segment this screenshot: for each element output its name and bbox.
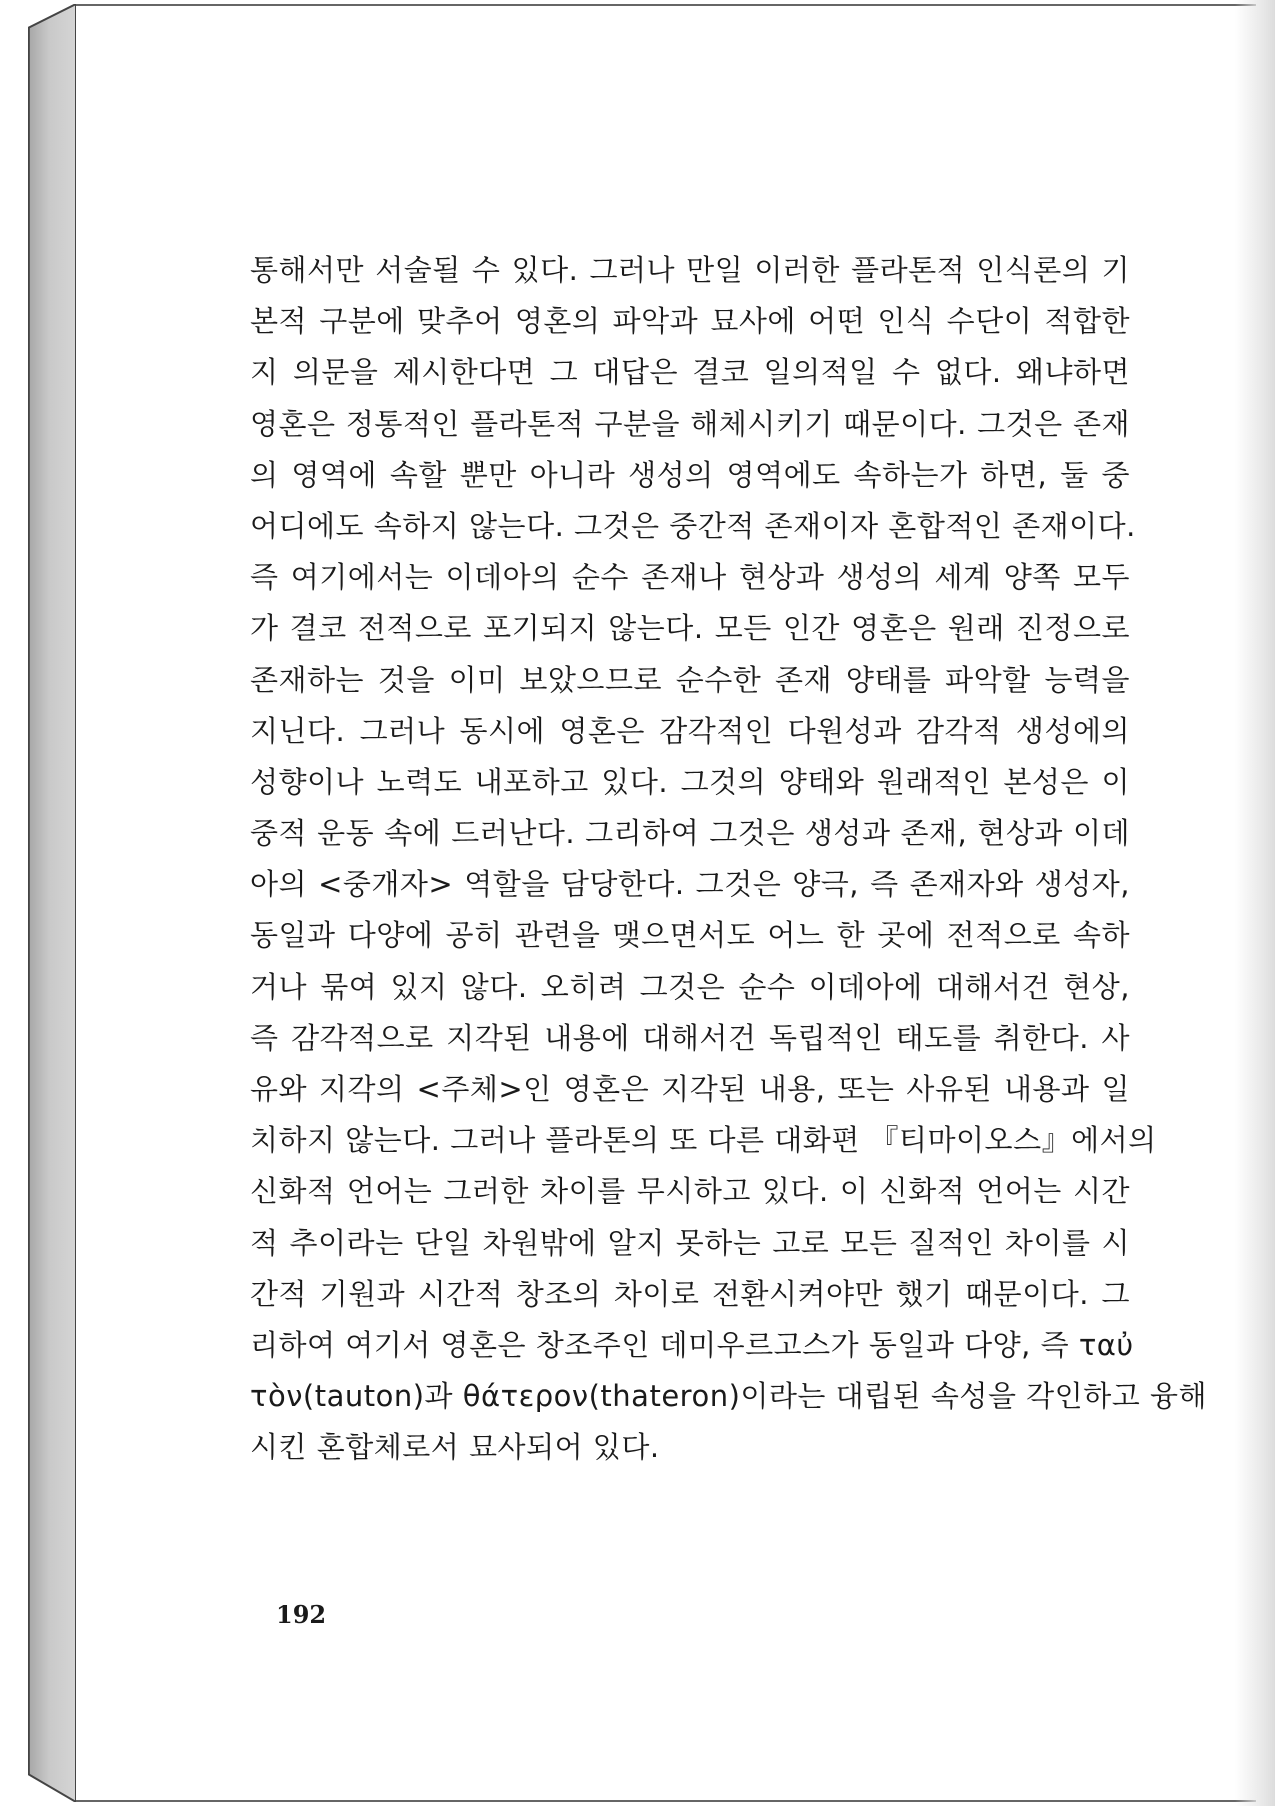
text-line: 리하여 여기서 영혼은 창조주인 데미우르고스가 동일과 다양, 즉 ταὐ [250, 1327, 1134, 1362]
book-spine-edge [28, 4, 78, 1802]
text-line: 어디에도 속하지 않는다. 그것은 중간적 존재이자 혼합적인 존재이다. [250, 508, 1136, 543]
text-line: 간적 기원과 시간적 창조의 차이로 전환시켜야만 했기 때문이다. 그 [250, 1276, 1130, 1311]
page-number: 192 [276, 1600, 327, 1629]
text-line: 신화적 언어는 그러한 차이를 무시하고 있다. 이 신화적 언어는 시간 [250, 1174, 1130, 1209]
text-line: 지닌다. 그러나 동시에 영혼은 감각적인 다원성과 감각적 생성에의 [250, 713, 1130, 748]
text-line: 성향이나 노력도 내포하고 있다. 그것의 양태와 원래적인 본성은 이 [250, 764, 1130, 799]
text-line: 적 추이라는 단일 차원밖에 알지 못하는 고로 모든 질적인 차이를 시 [250, 1225, 1130, 1260]
text-line: 지 의문을 제시한다면 그 대답은 결코 일의적일 수 없다. 왜냐하면 [250, 355, 1130, 390]
text-line: 통해서만 서술될 수 있다. 그러나 만일 이러한 플라톤적 인식론의 기 [250, 253, 1130, 287]
text-line: 존재하는 것을 이미 보았으므로 순수한 존재 양태를 파악할 능력을 [250, 662, 1130, 697]
text-line: τὸν(tauton)과 θάτερον(thateron)이라는 대립된 속성을 각인하고 융해 [250, 1379, 1207, 1414]
text-line: 거나 묶여 있지 않다. 오히려 그것은 순수 이데아에 대해서건 현상, [250, 969, 1130, 1004]
body-text [250, 245, 1207, 1474]
text-line: 중적 운동 속에 드러난다. 그리하여 그것은 생성과 존재, 현상과 이데 [250, 816, 1130, 851]
text-line: 의 영역에 속할 뿐만 아니라 생성의 영역에도 속하는가 하면, 둘 중 [250, 457, 1130, 492]
text-line: 동일과 다양에 공히 관련을 맺으면서도 어느 한 곳에 전적으로 속하 [250, 918, 1130, 953]
text-line: 시킨 혼합체로서 묘사되어 있다. [250, 1430, 660, 1465]
text-line: 아의 <중개자> 역할을 담당한다. 그것은 양극, 즉 존재자와 생성자, [250, 867, 1130, 902]
text-line: 치하지 않는다. 그러나 플라톤의 또 다른 대화편 『티마이오스』에서의 [250, 1123, 1157, 1158]
text-line: 유와 지각의 <주체>인 영혼은 지각된 내용, 또는 사유된 내용과 일 [250, 1072, 1130, 1106]
text-line: 즉 감각적으로 지각된 내용에 대해서건 독립적인 태도를 취한다. 사 [250, 1020, 1130, 1055]
text-line: 영혼은 정통적인 플라톤적 구분을 해체시키기 때문이다. 그것은 존재 [250, 406, 1130, 441]
page-right-shadow [1235, 0, 1275, 1806]
text-line: 즉 여기에서는 이데아의 순수 존재나 현상과 생성의 세계 양쪽 모두 [250, 560, 1130, 595]
text-line: 본적 구분에 맞추어 영혼의 파악과 묘사에 어떤 인식 수단이 적합한 [250, 304, 1130, 339]
text-line: 가 결코 전적으로 포기되지 않는다. 모든 인간 영혼은 원래 진정으로 [250, 611, 1130, 646]
